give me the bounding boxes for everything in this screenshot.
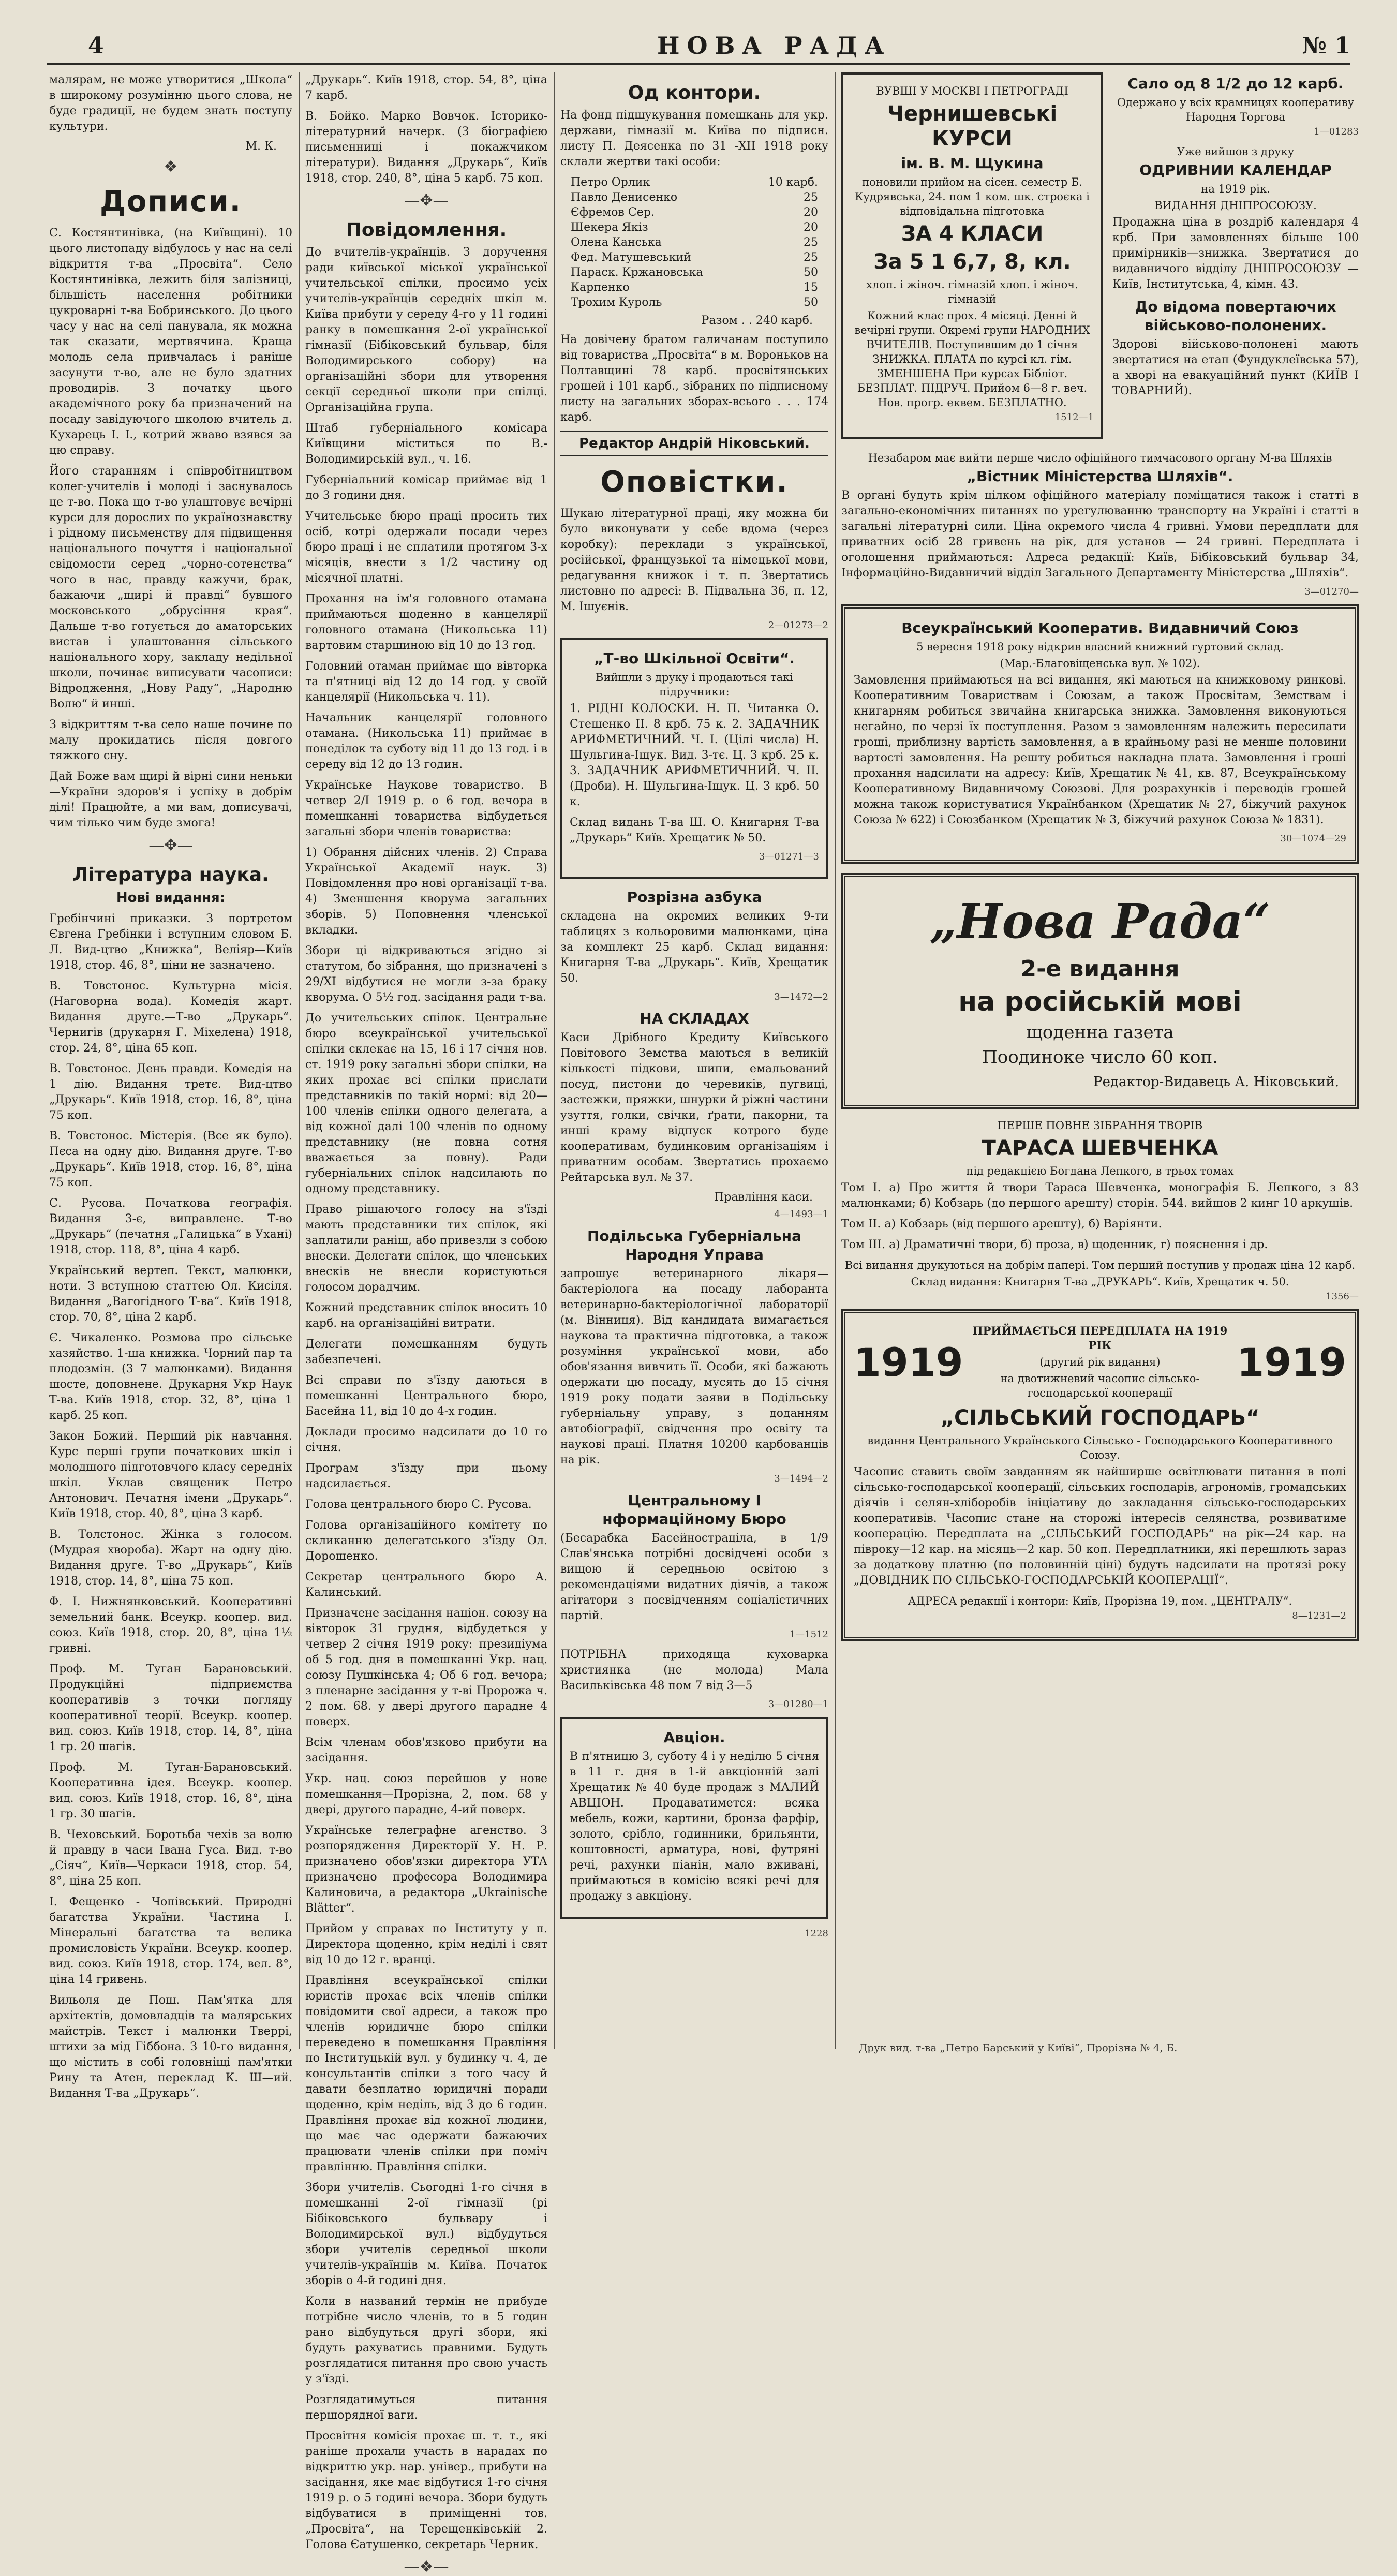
list-item: Петро Орлик 10 карб. [571,176,818,189]
donation-total: Разом . . 240 карб. [701,314,813,327]
ad-highlight: ЗА 4 КЛАСИ [901,222,1044,246]
ad-code: 30—1074—29 [1280,833,1346,844]
ad-code: 8—1231—2 [1292,1610,1346,1621]
ad-address: АДРЕСА редакції і контори: Київ, Прорізна 19, пом. „ЦЕНТРАЛУ“. [908,1595,1292,1607]
ad-list: 1. РІДНІ КОЛОСКИ. Н. П. Читанка О. Стешенко ІІ. 8 крб. 75 к. 2. ЗАДАЧНИК АРИФМЕТИЧНИЙ. Ч. І. (Цілі числа) Н. Шульгина-Іщук. Вид. 3-тє. Ц. 3 крб. 25 к. 3. ЗАДАЧНИК АРИФМЕТИЧНИЙ. Ч. ІІ. (Дроби). Н. Шульгина-Іщук. Ц. 3 крб. 50 к. [570,702,819,808]
ornament-divider: —✥— [404,191,449,210]
notice-paragraph: Делегати помешканням будуть забезпечені. [305,1338,547,1366]
ad-address: (Мар.-Благовіщенська вул. № 102). [1000,657,1200,670]
notice-paragraph: Розглядатимуться питання першорядної ваги. [305,2393,547,2422]
ad-paragraph: Замовлення приймаються на всі видання, які маються на книжковому ринкові. Кооперативним Товариствам і Союзам, а також Просвітам, Земствам і книгарням робиться звичайна книгарська знижка. Замовлення виконуються негайно, по черзі їх поступлення. Разом з замовленням належить пересилати гроші, приблизну вартість замовлення, а в крайньому разі не менше половини вартості замовлення. На решту робиться накладна плата. Замовлення і гроші прохання надсилати на адресу: Київ, Хрещатик № 41, кв. 87, Всеукраїнському Кооперативному Видавничому Союзові. Для розрахунків і переводів грошей можна також користуватися Українбанком (Хрещатик № 27, біжучий рахунок Союза № 622) і Союзбанком (Хрещатик № 3, біжучий рахунок Союза № 1831). [854,674,1346,826]
book-listing: Є. Чикаленко. Розмова про сільське хазяйство. 1-ша книжка. Чорний пар та плодозмін. (3 7 малюнками). Видання шосте, доповнене. Друкарня Укр Наук Т-ва. Київ 1918, стор. 32, 8°, ціна 1 карб. 25 коп. [49,1331,292,1422]
article-paragraph: Дай Боже вам щирі й вірні сини неньки—України здоров'я і успіху в добрім ділі! Працюйте, а ми вам, дописувачі, чим тілько чим буде змога! [49,770,292,830]
ad-paragraph: Каси Дрібного Кредиту Київського Повітового Земства маються в великій кількості підкови, шипи, емальований посуд, пистони до черевиків, пугвиці, застежки, пряжки, шнурки й ріжні частини узуття, голки, свічки, ґрати, пакорни, та инші краму відпуск котрого буде кооперативам, будинковим організаціям і приватним особам. Звертатись прохаємо Рейтарська вул. № 37. [560,1031,828,1184]
ad-editor: Редактор-Видавець А. Ніковський. [1093,1074,1339,1090]
ad-paragraph: (Бесарабка Басейностраціла, в 1/9 Слав'янська потрібні досвідчені особи з вищою й середньою освітою з рекомендаціями видатних діячів, а також агітатори з посвідченням соціалістичних партій. [560,1532,828,1622]
article-paragraph: Його старанням і співробітництвом колег-учителів і молоді і заснувалось це т-во. Пока що т-во улаштовує вечірні курси для дорослих по українознавству і рідному письменству для підвищення національного почуття і національної свідомости серед „чорно-сотенства“ чого в нас, правду кажучи, брак, бажаючи „щирі й правді“ бувшого московського „обрусіння края“. Дальше т-во готується до аматорських вистав і улаштовання сільського національного хору, закладу недільної школи, починає виписувати часописи: Відродження, „Нову Раду“, „Народню Волю“ й инші. [49,465,292,710]
list-item: Параск. Кржановська 50 [571,266,818,279]
editor-line: Редактор Андрій Ніковський. [560,431,828,456]
ad-code: 4—1493—1 [774,1209,828,1220]
intro-paragraph: малярам, не може утворитися „Школа“ в широкому розумінню цього слова, не буде градиції, не будем знать поступу культури. [49,73,292,133]
header-rule [47,63,1350,65]
ad-year: 1919 [1237,1339,1346,1385]
notice-paragraph: До вчителів-українців. З доручення ради київської міської української учительської спілки, просимо усіх учителів-українців середніх шкіл м. Київа прибути у середу 4-го у 11 годині ранку в помешкання 2-ої української гімназії (Бібіковський бульвар, біля Володимирського собору) на організаційні збори для утворення секції середньої школи при спілці. Організаційна група. [305,246,547,414]
notice-paragraph: Доклади просимо надсилати до 10 го січня. [305,1426,547,1454]
column-rule [835,72,836,2049]
ad-paragraph: Том ІІ. а) Кобзарь (від першого арешту), б) Варіянти. [841,1218,1162,1231]
ornament-divider: ❖ [164,158,178,176]
ad-tvo-shkilnoi-osvity [560,638,828,879]
notice-paragraph: Всім членам обов'язково прибути на засідання. [305,1736,547,1765]
issue-number: № 1 [1302,33,1350,59]
notice-paragraph: Секретар центрального бюро А. Калинський. [305,1571,547,1599]
section-heading-office: Од контори. [628,82,761,103]
notice-paragraph: Українське Наукове товариство. В четвер 2/І 1919 р. о 6 год. вечора в помешканні товариства відбудеться загальні збори членів товариства: [305,779,547,838]
ad-text: хлоп. і жіноч. гімназій хлоп. і жіноч. гімназій [866,278,1078,305]
notice-paragraph: Прохання на ім'я головного отамана приймаються щоденно в канцелярії головного отамана (Никольська 11) вартовим старшиною від 10 до 13 год. [305,593,547,652]
list-item: Фед. Матушевський 25 [571,251,818,264]
ad-title: „Нова Рада“ [929,893,1271,949]
ad-code: 3—1472—2 [774,991,828,1002]
ad-header-row [854,1322,1346,1402]
book-listing: В. Толстонос. Жінка з голосом. (Мудрая хвороба). Жарт на одну дію. Видання друге. Т-во „Друкарь“, Київ 1918, стор. 14, 8°, ціна 75 коп. [49,1528,292,1588]
book-listing: В. Товстонос. Містерія. (Все як було). Пєса на одну дію. Видання друге. Т-во „Друкарь“. Київ 1918, стор. 16, 8°, ціна 75 коп. [49,1130,292,1189]
book-listing: Гребінчині приказки. З портретом Євгена Гребінки і вступним словом Б. Л. Вид-цтво „Книжка“, Веліяр—Київ 1918, стор. 46, 8°, ціни не зазначено. [49,912,292,972]
ad-price: Поодиноке число 60 коп. [982,1047,1218,1068]
ad-cooperative-union [841,604,1359,864]
ad-paragraph: В органі будуть крім цілком офіційного матеріалу поміщатися також і статті в загально-економічних питаннях по урегулюванню транспорту на Україні і статті в загальні літературні сили. Ціна окремого числа 4 гривні. Умови передплати для приватних осіб 28 гривень на рік, для установ — 24 гривні. Передплата і оголошення приймаються: Адреса редакції: Київ, Бібіковський бульвар 34, Інформаційно-Видавничий відділ Загального Департаменту Міністерства „Шляхів“. [841,489,1359,580]
ad-text: Склад видання: Книгарня Т-ва „ДРУКАРЬ“. Київ, Хрещатик ч. 50. [911,1276,1289,1288]
ad-title: Сало од 8 1/2 до 12 карб. [1127,75,1344,92]
section-subheading: Нові видання: [116,890,226,906]
ad-title: Авціон. [663,1729,725,1746]
book-listing: Закон Божий. Перший рік навчання. Курс перші групи початкових шкіл і молодшого підготовчого класу середніх шкіл. Уклав священик Петро Антонович. Печатня імени „Друкарь“. Київ 1918, стор. 40, 8°, ціна 3 карб. [49,1430,292,1520]
page-header [47,28,1350,65]
section-heading-literature: Література наука. [72,864,269,885]
ad-paragraph: Продажна ціна в роздріб календаря 4 крб. При замовленнях більше 100 примірників—знижка. Звертатися до видавничого відділу ДНІПРОСОЮЗУ — Київ, Інститутська, 4, кімн. 43. [1112,216,1359,291]
office-paragraph: На фонд підшукування помешкань для укр. держави, гімназії м. Київа по підписн. листу П. Деясенка по 31 -ХІІ 1918 року склали жертви такі особи: [560,109,828,168]
notice-paragraph: Право рішаючого голосу на з'їзді мають представники тих спілок, які заплатили раніш, або привезли з собою внески. Делегати спілок, що членських внесків не внесли користуються голосом дорадчим. [305,1203,547,1294]
ad-text: щоденна газета [1026,1022,1174,1043]
ad-text: видання Центрального Українського Сільсько - Господарського Кооперативного Союзу. [867,1434,1333,1461]
newspaper-title: НОВА РАДА [657,32,891,60]
ad-code: 3—1494—2 [774,1473,828,1484]
column-1 [49,72,292,2100]
section-heading-dopysy: Дописи. [100,185,242,218]
list-item: Олена Канська 25 [571,236,818,249]
ad-edition: 2-е видання [1020,956,1180,982]
notice-paragraph: Укр. нац. союз перейшов у нове помешкання—Прорізна, 2, пом. 68 у двері, другого парадне, 4-ий поверх. [305,1772,547,1816]
section-heading-announcements: Повідомлення. [346,219,507,241]
ad-text: на двотижневий часопис сільсько-господарської кооперації [1000,1372,1200,1399]
ad-paragraph: Здорові військово-полонені мають звертатися на етап (Фундуклеївська 57), а хворі на евакуаційний пункт (КИЇВ І ТОВАРНИЙ). [1112,338,1359,397]
book-listing: Український вертеп. Текст, малюнки, ноти. З вступною статтею Ол. Кисіля. Видання „Вагогідного Т-ва“. Київ 1918, стор. 70, 8°, ціна 2 карб. [49,1264,292,1324]
ad-code: 3—01271—3 [759,851,819,862]
ad-subtitle: ім. В. М. Щукина [901,155,1044,172]
ad-header-center [963,1322,1237,1402]
column-rule [299,72,300,2049]
book-listing: І. Фещенко - Чопівський. Природні багатства України. Частина І. Мінеральні багатства та велика промисловість України. Всеукр. коопер. вид. союз. Київ 1918, стор. 174, вел. 8°, ціна 14 гривень. [49,1896,292,1986]
donor-list [560,175,828,310]
notice-paragraph: Українське телеграфне агенство. З розпорядження Директорії У. Н. Р. призначено обов'язки директора УТА призначено професора Володимира Калиновича, а редактора „Ukrainische Blätter“. [305,1824,547,1915]
book-listing: „Друкарь“. Київ 1918, стор. 54, 8°, ціна 7 карб. [305,73,547,102]
notice-paragraph: Призначене засідання націон. союзу на вівторок 31 грудня, відбудеться у четвер 2 січня 1919 року: президіума об 5 год. дня в помешканні Укр. нац. союзу Пушкінська 4; Об 6 год. вечора; з пленарне засідання у т-ві Пророжа ч. 2 пом. 68. у двері другого парадне 4 поверх. [305,1607,547,1728]
book-listing: Вильоля де Пош. Пам'ятка для архітектів, домовладців та малярських майстрів. Текст і малюнки Тверрі, штихи за мід Гіббона. З 10-го видання, що містить в собі головніщі пам'ятки Рину та Атен, переклад К. Ш—ий. Видання Т-ва „Друкарь“. [49,1994,292,2100]
ad-note: Всі видання друкуються на добрім папері. Том перший поступив у продаж ціна 12 карб. [844,1259,1356,1271]
list-item: Шекера Якіз 20 [571,221,818,234]
notice-paragraph: До учительських спілок. Центральне бюро всеукраїнської учительської спілки склекає на 15, 16 і 17 січня нов. ст. 1919 року загальні збори спілки, на яких прохає всі спілки прислати представників по такій нормі: від 20—100 членів спілки одного делегата, а від кожної далі 100 членів по одному представнику (не повна сотня вважається за повну). Ради губерніальних спілок надсилають по одному представнику. [305,1012,547,1195]
article-paragraph: З відкриттям т-ва село наше почине по малу прокидатись після довгого тяжкого сну. [49,718,292,762]
ad-title: Чернишевські КУРСИ [887,102,1058,151]
ad-kursy [841,72,1103,439]
notice-paragraph: Просвітня комісія прохає ш. т. т., які раніше прохали участь в нарадах по відкриттю укр. нар. універ., прибути на засідання, яке має відбутися 1-го січня 1919 р. о 5 годині вечора. Збори будуть відбуватися в приміщенні тов. „Просвіта“, на Терещенківській 2. Голова Єатушенко, секретарь Черник. [305,2430,547,2551]
book-listing: С. Русова. Початкова географія. Видання 3-є, виправлене. Т-во „Друкарь“ (печатня „Галицька“ в Ухані) 1918, стор. 118, 8°, ціна 4 карб. [49,1197,292,1256]
notice-paragraph: Учительське бюро праці просить тих осіб, котрі одержали посади через бюро праці і не сплатили протягом 3-х місяців, внести з 1/2 частину од місячної платні. [305,510,547,585]
ad-title: „Вістник Міністерства Шляхів“. [967,468,1233,485]
ad-subtitle: Вийшли з друку і продаються такі підручники: [596,671,793,698]
column-4 [841,72,1359,2049]
ad-title: Подільська Губерніальна Народня Управа [587,1227,801,1263]
ad-subtitle: під редакцією Богдана Лепкого, в трьох томах [966,1165,1234,1177]
notice-paragraph: Кожний представник спілок вносить 10 карб. на організаційні витрати. [305,1301,547,1330]
ad-paragraph: Том І. а) Про життя й твори Тараса Шевченка, монографія Б. Лепкого, з 83 малюнками; б) Кобзарь (до першого арешту) сторін. 544. вийшов 2 кинг 10 аркушів. [841,1181,1359,1210]
ad-paragraph: Шукаю літературної праці, яку можна би було виконувати у себе вдома (через коробку): переклади з української, російської, французької та німецької мови, редагування книжок і т. п. Звертатись листовно по адресі: В. Підвальна 36, п. 12, М. Ішуєнів. [560,507,828,613]
ad-topline: ПЕРШЕ ПОВНЕ ЗІБРАННЯ ТВОРІВ [997,1119,1203,1132]
ad-text: Одержано у всіх крамницях кооперативу Народня Торгова [1117,96,1355,123]
ad-topline: ПРИЙМАЄТЬСЯ ПЕРЕДПЛАТА НА 1919 РІК [972,1324,1228,1352]
book-listing: В. Бойко. Марко Вовчок. Історико-літературний начерк. (З біографією письменниці і покажчиком літератури). Видання „Друкарь“, Київ 1918, стор. 240, 8°, ціна 5 карб. 75 коп. [305,110,547,185]
notice-paragraph: Губерніальний комісар приймає від 1 до 3 години дня. [305,473,547,502]
notice-paragraph: Голова центрального бюро С. Русова. [305,1498,532,1511]
ad-topline: Уже вийшов з друку [1177,145,1295,158]
notice-list: 1) Обрання дійсних членів. 2) Справа Української Академії наук. 3) Повідомлення про нові організації т-ва. 4) Зменшення кворума загальних зборів. 5) Поповнення членської вкладки. [305,846,547,937]
ad-code: 1—1512 [789,1629,828,1640]
book-listing: В. Товстонос. День правди. Комедія на 1 дію. Видання третє. Вид-цтво „Друкарь“. Київ 1918, стор. 16, 8°, ціна 75 коп. [49,1062,292,1122]
ad-paragraph: Склад видань Т-ва Ш. О. Книгарня Т-ва „Друкарь“ Київ. Хрещатик № 50. [570,816,819,845]
notice-paragraph: Програм з'їзду при цьому надсилається. [305,1462,547,1490]
office-paragraph: На довічену братом галичанам поступило від товариства „Просвіта“ в м. Вороньков на Полтавщині 78 карб. просвітянських грошей і 101 карб., зібраних по підписному листу на загальних зборах-всього . . . 174 карб. [560,333,828,424]
notice-paragraph: Коли в названий термін не прибуде потрібне число членів, то в 5 годин рано відбудуться другі збори, які будуть рахуватись правними. Будуть розглядатися питання про свою участь у з'їзді. [305,2295,547,2386]
ad-paragraph: ПОТРІБНА приходяща куховарка християнка (не молода) Мала Васильківська 48 пом 7 від 3—5 [560,1648,828,1692]
book-listing: Проф. М. Туган Барановський. Продукційні підприємства кооперативів з точки погляду кооперативної теорії. Всеукр. коопер. вид. союз. Київ 1918, стор. 14, 8°, ціна 1 гр. 20 шагів. [49,1663,292,1753]
ad-stack [1112,72,1359,449]
ad-code: 2—01273—2 [768,620,828,631]
ad-code: 1512—1 [1054,412,1094,423]
ad-signature: Правління каси. [714,1191,813,1204]
ad-topline: Незабаром має вийти перше число офіційного тимчасового органу М-ва Шляхів [868,452,1332,464]
ad-paragraph: Часопис ставить своїм завданням як найширше освітлювати питання в полі сільсько-господарської кооперації, сільських господарів, агрономів, громадських діячів і селян-хліборобів ініціативу до закладання сільсько-господарських кооперативів. Часопис стане на сторожі інтересів селянства, розвиватиме кооперацію. Передплата на „СІЛЬСЬКИЙ ГОСПОДАРЬ“ на рік—24 кар. на півроку—12 кар. на місяць—2 кар. 50 коп. Передплатники, які перешлють зараз за додаткову платню (по половинній ціні) будуть надсилати на протязі року „ДОВІДНИК ПО СІЛЬСЬКО-ГОСПОДАРСЬКІЙ КООПЕРАЦІЇ“. [854,1465,1346,1587]
notice-paragraph: Всі справи по з'їзду даються в помешканні Центрального бюро, Басейна 11, від 10 до 4-х годин. [305,1374,547,1418]
notice-paragraph: Прийом у справах по Інституту у п. Директора щоденно, крім неділі і свят від 10 до 12 г. вранці. [305,1922,547,1966]
notice-paragraph: Збори ці відкриваються згідно зі статутом, бо зібрання, що призначені з 29/XI відбутися не могли з-за браку кворума. О 5½ год. засідання ради т-ва. [305,944,547,1004]
ad-title: Центральному І нформаційному Бюро [602,1492,786,1528]
intro-signature: М. К. [245,140,277,153]
page-number: 4 [88,33,104,59]
notice-paragraph: Начальник канцелярії головного отамана. (Никольська 11) приймає в понеділок та суботу від 11 до 13 год. і в середу від 12 до 13 годин. [305,712,547,771]
column-2 [305,72,547,2576]
notice-paragraph: Збори учителів. Сьогодні 1-го січня в помешканні 2-ої гімназії (рі Бібіковського бульвару і Володимирської вул.) відбудуться збори учителів середньої школи учителів-українців м. Київа. Початок зборів о 4-й годині дня. [305,2181,547,2287]
ad-nova-rada [841,873,1359,1109]
ad-language: на російській мові [958,986,1242,1017]
ad-text: на 1919 рік. [1201,183,1270,195]
notice-paragraph: Правління всеукраїнської спілки юристів прохає всіх членів спілки повідомити свої адреси, а також про членів юридичне бюро спілки переведено в помешкання Правління по Інституцькій вул. у будинку ч. 4, де консультантів спілки з того часу й давати безплатно юридичні поради щоденно, крім неділь, від 3 до 6 годин. Правління прохає від кожної людини, що має час одержати бажаючих працювати членів спілки при поміч правлінню. Правління спілки. [305,1974,547,2173]
ad-subtitle: 5 вересня 1918 року відкрив власний книжний гуртовий склад. [916,641,1284,653]
book-listing: В. Чеховський. Боротьба чехів за волю й правду в часи Івана Гуса. Вид. т-во „Сіяч“, Київ—Черкаси 1918, стор. 54, 8°, ціна 25 коп. [49,1828,292,1888]
ad-title: „СІЛЬСЬКИЙ ГОСПОДАРЬ“ [940,1406,1260,1430]
ad-text: ВИДАННЯ ДНІПРОСОЮЗУ. [1154,199,1317,212]
list-item: Карпенко 15 [571,281,818,294]
ad-text: Кожний клас прох. 4 місяці. Денні й вечірні групи. Окремі групи НАРОДНИХ ВЧИТЕЛІВ. Поступившим до 1 січня ЗНИЖКА. ПЛАТА по курсі кл. гім. ЗМЕНШЕНА При курсах Бібліот. БЕЗПЛАТ. ПІДРУЧ. Прийом 6—8 г. веч. Нов. прогр. еквем. БЕЗПЛАТНО. [854,309,1090,409]
list-item: Єфремов Сер. 20 [571,206,818,219]
notice-paragraph: Головний отаман приймає що вівторка та п'ятниці від 12 до 14 год. у своїй канцелярії (Никольська ч. 11). [305,660,547,704]
ad-year: 1919 [854,1339,963,1385]
ornament-divider: —✥— [148,836,193,854]
ad-title: ОДРИВНИИ КАЛЕНДАР [1139,161,1332,179]
list-item: Трохим Куроль 50 [571,296,818,309]
book-listing: Ф. І. Нижнянковський. Кооперативні земельний банк. Всеукр. коопер. вид. союз. Київ 1918, стор. 20, 8°, ціна 1½ гривні. [49,1595,292,1655]
ad-silskyi-hospodar [841,1309,1359,1641]
ad-title: ТАРАСА ШЕВЧЕНКА [982,1136,1218,1160]
notice-paragraph: Голова організаційного комітету по скликанню делегатського з'їзду Ол. Дорошенко. [305,1519,547,1563]
ad-highlight: За 5 1 6,7, 8, кл. [873,250,1071,274]
printer-footer: Друк вид. т-ва „Петро Барський у Київі“, Прорізна № 4, Б. [859,2041,1178,2054]
ad-text: поновили прийом на сісен. семестр Б. Кудрявська, 24. пом 1 ком. шк. строєка і відповідальна підготовка [855,176,1090,217]
ad-title: „Т-во Шкільної Освіти“. [594,650,795,667]
ad-code: 3—01270— [1304,586,1359,597]
ad-row-top [841,72,1359,449]
ad-paragraph: запрошує ветеринарного лікаря—бактеріолога на посаду лаборанта ветеринарно-бактеріологічної лабораторії (м. Вінниця). Від кандидата вимагається наукова та практична підготовка, а також розуміння української мови, або обов'язання вивчить її. Особи, які бажають одержати цю посаду, мусять до 15 січня 1919 року подати заяви в Подільську губерніальну управу, з доданням автобіографії, свідчення про освіту та наукові праці. Платня 10200 карбованців на рік. [560,1267,828,1467]
book-listing: Проф. М. Туган-Барановський. Кооперативна ідея. Всеукр. коопер. вид. союз. Київ 1918, стор. 16, 8°, ціна 1 гр. 30 шагів. [49,1761,292,1820]
article-paragraph: С. Костянтинівка, (на Київщині). 10 цього листопаду відбулось у нас на селі відкриття т-ва „Просвіта“. Село Костянтинівка, лежить біля залізниці, більшість населення робітники цукроварні т-ва Бобринського. До цього часу у нас на селі панувала, як можна так сказати, мертвячина. Краща молодь села привчалась і раніше засунути т-во, але не було здатних проводирів. З початку цього академічного року ба призначений на посаду завідуючого школою вчитель д. Кухарець І. І., котрий жваво взявся за цю справу. [49,227,292,457]
ad-title: Всеукраїнський Кооператив. Видавничий Союз [901,619,1299,636]
ad-title: Розрізна азбука [627,889,762,906]
book-listing: В. Товстонос. Культурна місія. (Наговорна вода). Комедія жарт. Видання друге.—Т-во „Друкарь“. Чернигів (друкарня Г. Міхелена) 1918, стор. 24, 8°, ціна 65 коп. [49,980,292,1055]
ad-title: До відома повертаючих військово-полонених. [1135,298,1336,334]
section-heading-ads: Оповістки. [600,465,789,499]
ad-paragraph: В п'ятницю 3, суботу 4 і у неділю 5 січня в 11 г. дня в 1-й авкціонній залі Хрещатик № 40 буде продаж з МАЛИЙ АВЦІОН. Продаватимется: всяка мебель, кожи, картини, бронза фарфір, золото, срібло, годинники, брильянти, коштовності, арматура, нові, футряні речі, рахунки піанін, мало вживані, приймаються в комісію всякі речі для продажу з авкціону. [570,1750,819,1903]
ad-code: 1356— [1326,1291,1359,1302]
ad-code: 1—01283 [1314,126,1359,137]
ad-paragraph: складена на окремих великих 9-ти таблицях з кольоровими малюнками, ціна за комплект 25 карб. Склад видання: Книгарня Т-ва „Друкарь“. Київ, Хрещатик 50. [560,910,828,985]
column-rule [554,72,555,2049]
ad-code: 1228 [805,1928,828,1939]
list-item: Павло Денисенко 25 [571,191,818,204]
ad-title: НА СКЛАДАХ [640,1010,749,1027]
ad-paragraph: Том ІІІ. а) Драматичні твори, б) проза, в) щоденник, г) пояснення і др. [841,1238,1268,1251]
ad-text: (другий рік видання) [1039,1356,1161,1368]
notice-paragraph: Штаб губерніального комісара Київщини міститься по В.-Володимирській вул., ч. 16. [305,422,547,466]
ad-code: 3—01280—1 [768,1699,828,1710]
column-3 [560,72,828,2049]
ad-topline: ВУВШІ У МОСКВІ І ПЕТРОГРАДІ [876,85,1068,97]
ornament-divider: —❖— [404,2558,449,2576]
ad-auction [560,1717,828,1919]
